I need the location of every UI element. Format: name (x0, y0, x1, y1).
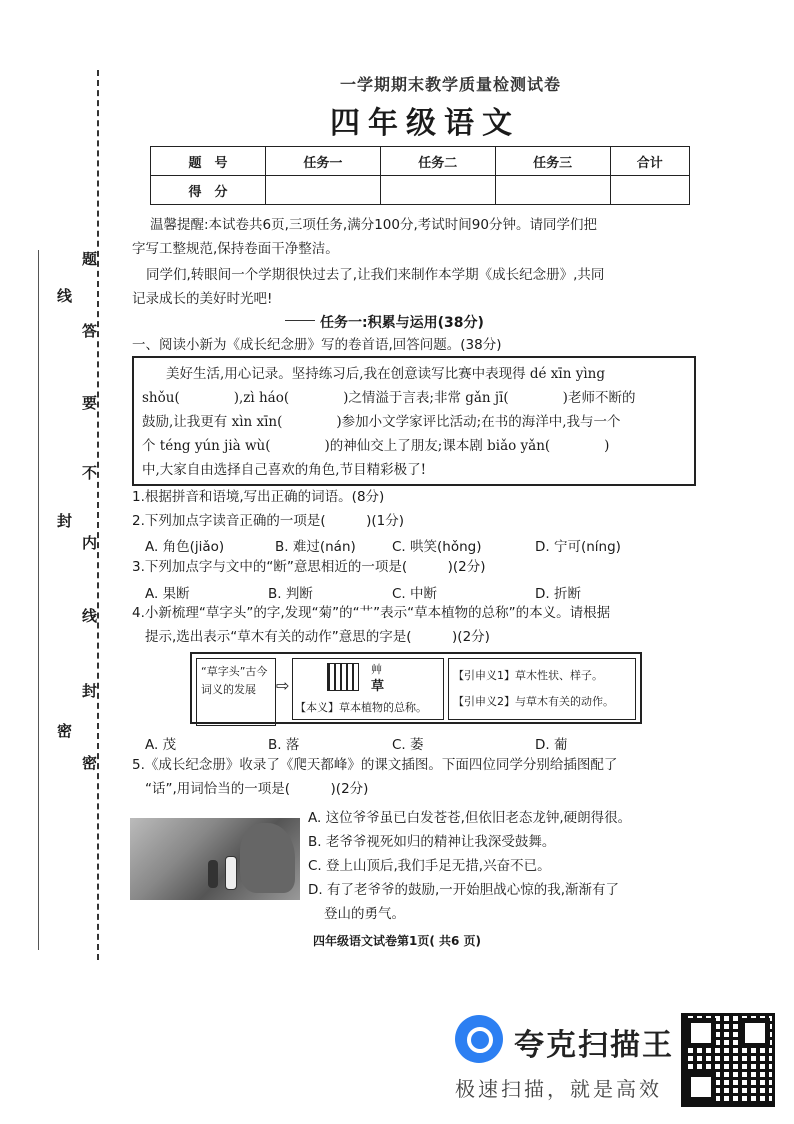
passage-line: 美好生活,用心记录。坚持练习后,我在创意读写比赛中表现得 dé xīn yìng (166, 366, 605, 382)
qr-finder (686, 1072, 716, 1102)
page-footer: 四年级语文试卷第1页( 共6 页) (313, 934, 482, 948)
margin-char: 密 (57, 722, 73, 740)
margin-char: 答 (82, 322, 98, 340)
child-figure (208, 860, 218, 888)
score-input-cell[interactable] (380, 176, 495, 205)
score-header-cell: 任务一 (265, 147, 380, 176)
question-5: 5.《成长纪念册》收录了《爬天都峰》的课文插图。下面四位同学分别给插图配了 (132, 757, 618, 773)
modern-glyph: 草 (371, 679, 385, 694)
score-row-label: 得 分 (151, 176, 266, 205)
margin-char: 线 (82, 607, 98, 625)
margin-char: 封 (57, 512, 73, 530)
binding-solid-line (38, 250, 39, 950)
diagram-label: “草字头”古今词义的发展 (196, 658, 276, 726)
arrow-icon: ⇨ (276, 676, 290, 695)
ancient-glyph: 艸 (371, 663, 382, 676)
passage-line: 中,大家自由选择自己喜欢的角色,节目精彩极了! (142, 462, 427, 478)
qr-finder (686, 1018, 716, 1048)
notice-line: 字写工整规范,保持卷面干净整洁。 (132, 241, 339, 257)
page-title: 四年级语文 (330, 106, 520, 141)
intro-line: 记录成长的美好时光吧! (132, 291, 273, 307)
grass-picture-icon (327, 663, 359, 691)
rock-shape (240, 823, 295, 893)
qr-code-icon[interactable] (681, 1013, 775, 1107)
watermark-title: 夸克扫描王 (514, 1028, 674, 1063)
option-b[interactable]: B. 老爷爷视死如归的精神让我深受鼓舞。 (308, 834, 556, 850)
option-d[interactable]: D. 有了老爷爷的鼓励,一开始胆战心惊的我,渐渐有了 (308, 882, 620, 898)
passage-box (132, 356, 696, 486)
radical-diagram (190, 652, 642, 724)
option-d[interactable]: D. 折断 (535, 586, 581, 602)
binding-dashed-line (97, 70, 99, 960)
question-2: 2.下列加点字读音正确的一项是( )(1分) (132, 513, 405, 529)
margin-char: 不 (82, 464, 98, 482)
section-rule (285, 320, 315, 321)
question-intro: 一、阅读小新为《成长纪念册》写的卷首语,回答问题。(38分) (132, 337, 502, 353)
score-input-cell[interactable] (265, 176, 380, 205)
option-d[interactable]: D. 宁可(níng) (535, 539, 621, 555)
yinshen-2: 【引申义2】与草木有关的动作。 (453, 695, 614, 708)
option-b[interactable]: B. 判断 (268, 586, 313, 602)
score-header-cell: 任务三 (495, 147, 610, 176)
score-header-cell: 题 号 (151, 147, 266, 176)
score-header-cell: 任务二 (380, 147, 495, 176)
passage-line: shǒu( ),zì háo( )之情溢于言表;非常 gǎn jī( )老师不断的 (142, 390, 636, 406)
margin-char: 内 (82, 534, 98, 552)
option-a[interactable]: A. 果断 (145, 586, 190, 602)
intro-line: 同学们,转眼间一个学期很快过去了,让我们来制作本学期《成长纪念册》,共同 (146, 267, 605, 283)
option-a[interactable]: A. 茂 (145, 737, 177, 753)
score-input-cell[interactable] (495, 176, 610, 205)
score-input-cell[interactable] (610, 176, 689, 205)
question-3: 3.下列加点字与文中的“断”意思相近的一项是( )(2分) (132, 559, 486, 575)
margin-char: 要 (82, 394, 98, 412)
option-c[interactable]: C. 哄笑(hǒng) (392, 539, 482, 555)
option-b[interactable]: B. 难过(nán) (275, 539, 356, 555)
margin-char: 线 (57, 287, 73, 305)
mountain-illustration (130, 818, 300, 900)
yinshen-1: 【引申义1】草木性状、样子。 (453, 669, 603, 682)
margin-char: 题 (82, 250, 98, 268)
benyi-text: 【本义】草本植物的总称。 (295, 701, 427, 714)
score-table (150, 146, 690, 205)
question-4: 4.小新梳理“草字头”的字,发现“菊”的“艹”表示“草本植物的总称”的本义。请根据 (132, 605, 611, 621)
option-d[interactable]: D. 葡 (535, 737, 568, 753)
option-c[interactable]: C. 登上山顶后,我们手足无措,兴奋不已。 (308, 858, 551, 874)
option-c[interactable]: C. 中断 (392, 586, 438, 602)
passage-line: 鼓励,让我更有 xìn xīn( )参加小文学家评比活动;在书的海洋中,我与一个 (142, 414, 621, 430)
margin-char: 密 (82, 754, 98, 772)
passage-line: 个 téng yún jià wù( )的神仙交上了朋友;课本剧 biǎo yǎn( ) (142, 438, 610, 454)
option-c[interactable]: C. 萎 (392, 737, 424, 753)
question-1: 1.根据拼音和语境,写出正确的词语。(8分) (132, 489, 385, 505)
option-d-cont: 登山的勇气。 (324, 906, 405, 922)
option-a[interactable]: A. 角色(jiǎo) (145, 539, 225, 555)
notice-line: 温馨提醒:本试卷共6页,三项任务,满分100分,考试时间90分钟。请同学们把 (150, 217, 597, 233)
exam-subtitle: 一学期期末教学质量检测试卷 (340, 75, 562, 94)
margin-char: 封 (82, 682, 98, 700)
qr-finder (740, 1018, 770, 1048)
question-4-cont: 提示,选出表示“草木有关的动作”意思的字是( )(2分) (145, 629, 490, 645)
watermark-subtitle: 极速扫描，就是高效 (455, 1077, 662, 1101)
score-header-cell: 合计 (610, 147, 689, 176)
quark-logo-icon (455, 1015, 503, 1063)
question-5-cont: “话”,用词恰当的一项是( )(2分) (145, 781, 369, 797)
section-title: 任务一:积累与运用(38分) (320, 315, 484, 331)
benyi-box (292, 658, 444, 720)
grandpa-figure (225, 856, 237, 890)
option-a[interactable]: A. 这位爷爷虽已白发苍苍,但依旧老态龙钟,硬朗得很。 (308, 810, 632, 826)
option-b[interactable]: B. 落 (268, 737, 300, 753)
yinshen-box (448, 658, 636, 720)
